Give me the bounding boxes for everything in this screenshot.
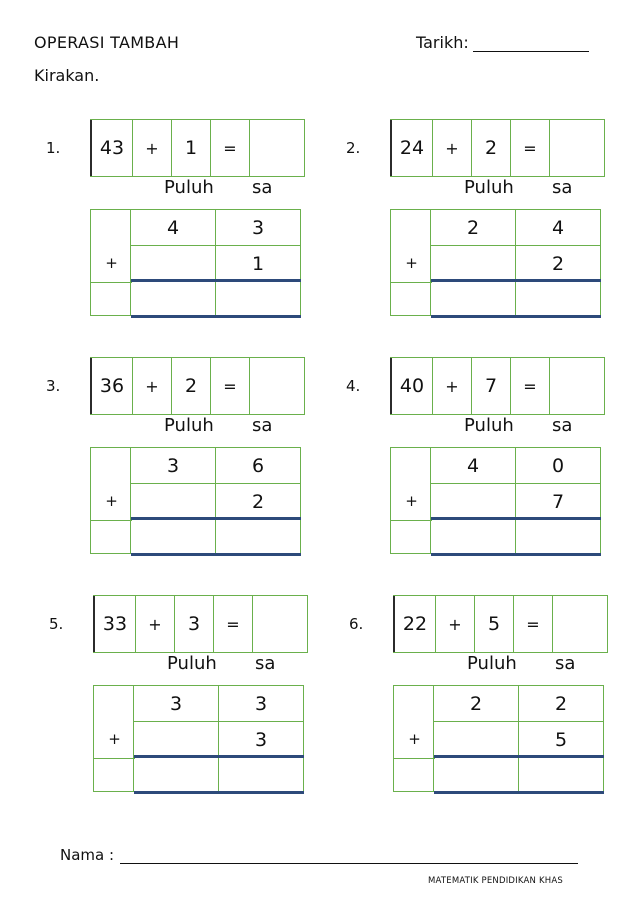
problem-5 [49, 595, 319, 795]
plus-sign: + [133, 358, 172, 414]
tens-top: 4 [431, 447, 516, 483]
instruction-text: Kirakan. [34, 66, 100, 85]
total-line [431, 315, 601, 318]
ones-header: sa [252, 415, 273, 436]
tens-header: Puluh [464, 177, 514, 198]
answer-box[interactable] [550, 358, 604, 414]
plus-sign: + [136, 596, 175, 652]
tens-bottom [434, 721, 519, 757]
answer-box[interactable] [253, 596, 307, 652]
ones-answer[interactable] [516, 281, 601, 317]
sum-line [431, 517, 601, 520]
ones-top: 3 [219, 685, 304, 721]
grid-plus-sign: + [105, 492, 118, 510]
ones-answer[interactable] [216, 281, 301, 317]
grid-plus-sign: + [405, 254, 418, 272]
tens-answer[interactable] [131, 281, 216, 317]
ones-bottom: 2 [516, 245, 601, 281]
column-addition-grid [90, 209, 300, 317]
ones-top: 6 [216, 447, 301, 483]
addend-b: 3 [175, 596, 214, 652]
worksheet-title: OPERASI TAMBAH [34, 33, 180, 52]
tens-top: 3 [131, 447, 216, 483]
addend-b: 2 [472, 120, 511, 176]
equals-sign: = [511, 358, 550, 414]
place-value-headers [349, 653, 619, 679]
problem-2 [346, 119, 616, 319]
tens-header: Puluh [467, 653, 517, 674]
tens-header: Puluh [167, 653, 217, 674]
answer-box[interactable] [553, 596, 607, 652]
problem-number: 3. [46, 377, 61, 395]
problem-number: 4. [346, 377, 361, 395]
column-addition-grid [390, 209, 600, 317]
ones-bottom: 1 [216, 245, 301, 281]
operator-column [390, 447, 431, 554]
answer-box[interactable] [550, 120, 604, 176]
tens-bottom [431, 245, 516, 281]
tens-answer[interactable] [431, 281, 516, 317]
ones-header: sa [552, 177, 573, 198]
addend-b: 1 [172, 120, 211, 176]
column-addition-grid [90, 447, 300, 555]
equation-row [390, 119, 605, 177]
name-label: Nama : [60, 846, 115, 864]
tens-bottom [131, 483, 216, 519]
tens-answer[interactable] [431, 519, 516, 555]
place-value-headers [49, 653, 319, 679]
column-addition-grid [390, 447, 600, 555]
tens-top: 2 [434, 685, 519, 721]
row-divider [94, 758, 135, 759]
footer-credit: MATEMATIK PENDIDIKAN KHAS [428, 876, 563, 886]
addend-b: 7 [472, 358, 511, 414]
sum-line [434, 755, 604, 758]
plus-sign: + [433, 358, 472, 414]
total-line [131, 315, 301, 318]
ones-bottom: 5 [519, 721, 604, 757]
tens-header: Puluh [464, 415, 514, 436]
operator-column [393, 685, 434, 792]
addend-a: 36 [90, 358, 133, 414]
tens-header: Puluh [164, 415, 214, 436]
tens-header: Puluh [164, 177, 214, 198]
total-line [134, 791, 304, 794]
equation-row [90, 357, 305, 415]
tens-top: 2 [431, 209, 516, 245]
ones-answer[interactable] [516, 519, 601, 555]
ones-header: sa [552, 415, 573, 436]
problem-3 [46, 357, 316, 557]
row-divider [91, 520, 132, 521]
problem-1 [46, 119, 316, 319]
place-value-headers [346, 177, 616, 203]
tens-answer[interactable] [131, 519, 216, 555]
ones-header: sa [252, 177, 273, 198]
plus-sign: + [433, 120, 472, 176]
equals-sign: = [211, 358, 250, 414]
equation-row [93, 595, 308, 653]
equals-sign: = [514, 596, 553, 652]
ones-bottom: 7 [516, 483, 601, 519]
equals-sign: = [214, 596, 253, 652]
ones-top: 2 [519, 685, 604, 721]
ones-header: sa [555, 653, 576, 674]
place-value-headers [46, 177, 316, 203]
grid-plus-sign: + [105, 254, 118, 272]
addend-a: 40 [390, 358, 433, 414]
ones-bottom: 3 [219, 721, 304, 757]
total-line [434, 791, 604, 794]
addend-a: 24 [390, 120, 433, 176]
column-addition-grid [393, 685, 603, 793]
grid-plus-sign: + [405, 492, 418, 510]
total-line [131, 553, 301, 556]
equation-row [90, 119, 305, 177]
ones-header: sa [255, 653, 276, 674]
equation-row [390, 357, 605, 415]
sum-line [431, 279, 601, 282]
problem-4 [346, 357, 616, 557]
tens-bottom [134, 721, 219, 757]
ones-top: 4 [516, 209, 601, 245]
grid-plus-sign: + [408, 730, 421, 748]
place-value-headers [46, 415, 316, 441]
sum-line [131, 517, 301, 520]
ones-answer[interactable] [519, 757, 604, 793]
ones-top: 3 [216, 209, 301, 245]
equals-sign: = [511, 120, 550, 176]
problem-number: 5. [49, 615, 64, 633]
operator-column [390, 209, 431, 316]
plus-sign: + [436, 596, 475, 652]
operator-column [90, 209, 131, 316]
addend-b: 5 [475, 596, 514, 652]
grid-plus-sign: + [108, 730, 121, 748]
addend-b: 2 [172, 358, 211, 414]
tens-bottom [431, 483, 516, 519]
row-divider [91, 282, 132, 283]
row-divider [394, 758, 435, 759]
sum-line [131, 279, 301, 282]
total-line [431, 553, 601, 556]
column-addition-grid [93, 685, 303, 793]
addend-a: 22 [393, 596, 436, 652]
addend-a: 43 [90, 120, 133, 176]
date-field[interactable] [416, 33, 589, 52]
ones-answer[interactable] [219, 757, 304, 793]
date-blank-line[interactable] [473, 35, 589, 52]
equation-row [393, 595, 608, 653]
tens-bottom [131, 245, 216, 281]
operator-column [93, 685, 134, 792]
addend-a: 33 [93, 596, 136, 652]
tens-top: 3 [134, 685, 219, 721]
plus-sign: + [133, 120, 172, 176]
row-divider [391, 520, 432, 521]
place-value-headers [346, 415, 616, 441]
tens-answer[interactable] [134, 757, 219, 793]
tens-answer[interactable] [434, 757, 519, 793]
tens-top: 4 [131, 209, 216, 245]
problem-number: 6. [349, 615, 364, 633]
ones-answer[interactable] [216, 519, 301, 555]
name-blank-line[interactable] [120, 848, 578, 864]
row-divider [391, 282, 432, 283]
answer-box[interactable] [250, 120, 304, 176]
name-field[interactable] [60, 846, 578, 864]
operator-column [90, 447, 131, 554]
problem-number: 1. [46, 139, 61, 157]
answer-box[interactable] [250, 358, 304, 414]
problem-6 [349, 595, 619, 795]
date-label: Tarikh: [416, 33, 469, 52]
ones-bottom: 2 [216, 483, 301, 519]
sum-line [134, 755, 304, 758]
problem-number: 2. [346, 139, 361, 157]
ones-top: 0 [516, 447, 601, 483]
equals-sign: = [211, 120, 250, 176]
